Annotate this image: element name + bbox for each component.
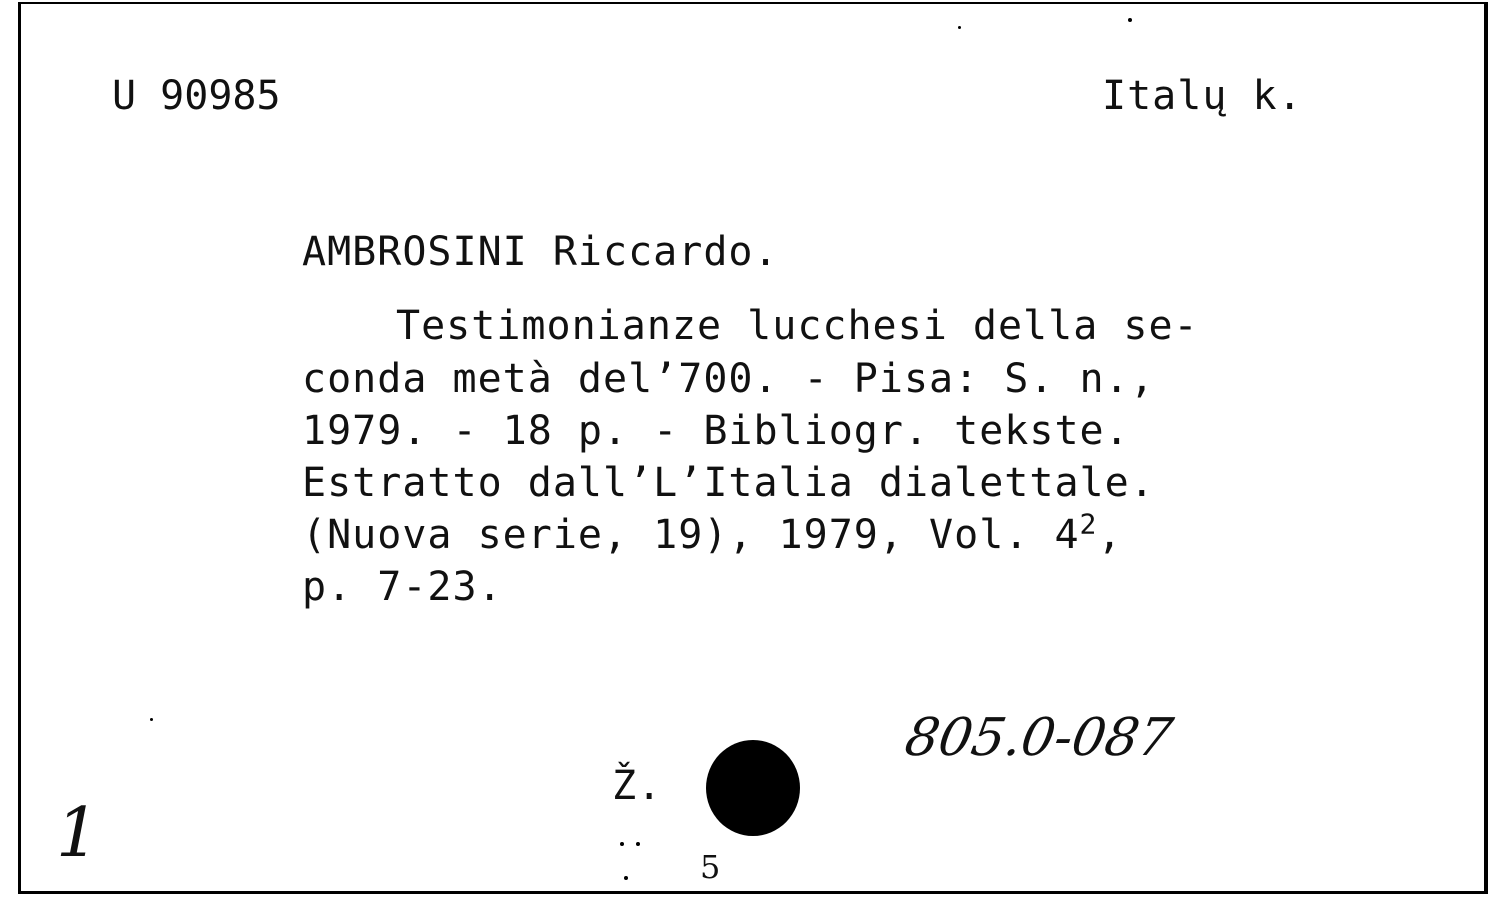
volume-superscript: 2 (1079, 507, 1098, 541)
punch-hole (706, 740, 800, 836)
section-label: Italų k. (1102, 73, 1303, 119)
speck (620, 842, 624, 846)
handwritten-number: 1 (56, 794, 100, 873)
entry-line: conda metà del’700. - Pisa: S. n., (302, 356, 1155, 402)
classification-number: 805.0-087 (900, 708, 1177, 768)
speck (1128, 18, 1132, 22)
call-number: U 90985 (112, 73, 281, 119)
entry-line (302, 507, 1123, 559)
entry-line: 1979. - 18 p. - Bibliogr. tekste. (302, 408, 1130, 454)
entry-line-text: (Nuova serie, 19), 1979, Vol. $4^2$, (302, 507, 1123, 558)
entry-line: Estratto dall’L’Italia dialettale. (302, 460, 1155, 506)
speck (636, 842, 640, 846)
bottom-mark: 5 (700, 848, 721, 886)
entry-line: p. 7-23. (302, 564, 503, 610)
speck (958, 26, 961, 29)
stamp-letter: Ž. (612, 763, 663, 809)
speck (150, 718, 153, 721)
speck (624, 876, 628, 880)
entry-line: Testimonianze lucchesi della se- (396, 303, 1199, 349)
author-heading: AMBROSINI Riccardo. (302, 229, 779, 275)
